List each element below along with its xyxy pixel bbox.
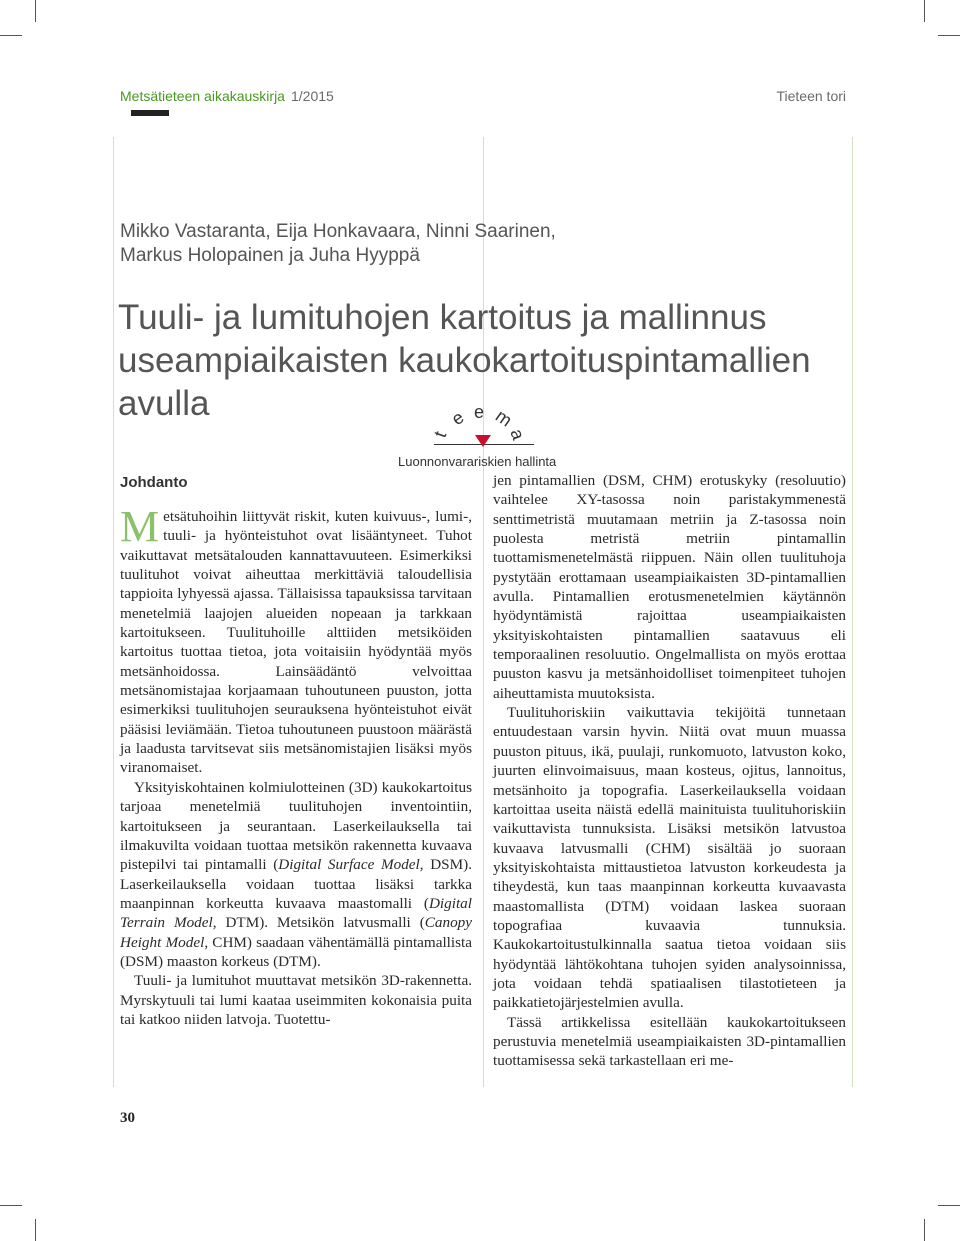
running-header [120, 88, 334, 104]
crop-mark [924, 0, 925, 22]
paragraph [120, 778, 472, 971]
paragraph [120, 502, 472, 778]
journal-name: Metsätieteen aikakauskirja [120, 88, 285, 104]
crop-mark [0, 35, 22, 36]
crop-mark [924, 1219, 925, 1241]
paragraph: Tuulituhoriskiin vaikuttavia tekijöitä tunnetaan entuudestaan varsin hyvin. Niitä ovat muun muassa puuston pituus, ikä, puulaji, runkomuoto, latvuston koko, juurten elinvoimaisuus, maan kosteus, ojitus, lannoitus, metsänhoito ja topografia. Laserkeilauksella voidaan kartoittaa useita näistä edellä mainituista tuulituhoriskiin vaikuttavista tunnuksista. Lisäksi metsikön latvustoa kuvaava latvusmalli (CHM) sisältää jo suoraan yksityiskohtaista mittaustietoa latvuston korkeudesta ja tiheydestä, kun taas maanpinnan korkeutta kuvaavasta maastomallista (DTM) voidaan laskea suoraan topografiaa kuvaavia tunnuksia. Kaukokartoitustulkinnalla saatua tietoa voidaan siis hyödyntää lähtökohtana tuhojen syiden analysoinnissa, jota voidaan tehdä spatiaalisen tilastotieteen ja paikkatietojärjestelmien avulla. [493, 704, 846, 1012]
crop-mark [0, 1205, 22, 1206]
authors [120, 220, 820, 268]
drop-cap: M [120, 502, 160, 551]
body-column-left [120, 502, 472, 1029]
column-rule-left [113, 137, 114, 1087]
paragraph-text: , DSM). Laserkeilauksella voidaan tuottaa lisäksi tarkka maanpinnan korkeutta kuvaava maastomalli ( [120, 856, 472, 912]
paragraph: jen pintamallien (DSM, CHM) erotuskyky (resoluutio) vaihtelee XY-tasossa noin paristakymmenestä senttimetristä muutamaan metriin ja Z-tasossa noin puolesta metristä metriin pintamallin tuottamismenetelmästä riippuen. Näin ollen tuulituhoja pystytään erottamaan useampiaikaisten 3D-pintamallien avulla. Pintamallien erotusmenetelmien käytännön hyödyntämistä rajoittaa useampiaikaisten yksityiskohtaisten pintamallien saatavuus eli temporaalinen resoluutio. Ongelmallista on myös erottaa puuston kasvu ja metsänhoidolliset toimenpiteet tuhojen aiheuttamista muutoksista. [493, 472, 846, 702]
teema-letter: m [491, 405, 516, 431]
term-italic: Canopy Height Model [120, 914, 472, 951]
paragraph-text: , CHM) saadaan vähentämällä pintamallista (DSM) maaston korkeus (DTM). [120, 933, 472, 970]
theme-label: Luonnonvarariskien hallinta [398, 454, 557, 469]
paragraph-text: Yksityiskohtainen kolmiulotteinen (3D) kaukokartoitus tarjoaa menetelmiä tuulituhojen inventointiin, kartoitukseen ja seurantaan. Laserkeilauksella tai ilmakuvilta voidaan tuottaa metsikön rakennetta kuvaava pistepilvi tai pintamalli ( [120, 778, 472, 874]
crop-mark [35, 1219, 36, 1241]
teema-letter: t [429, 428, 451, 441]
crop-mark [938, 1205, 960, 1206]
teema-badge [420, 400, 540, 452]
authors-line: Mikko Vastaranta, Eija Honkavaara, Ninni Saarinen, [120, 221, 556, 242]
paragraph: Tuuli- ja lumituhot muuttavat metsikön 3D-rakennetta. Myrskytuuli tai lumi kaataa useimmiten kokonaisia puita tai katkoo niiden latvoja. Tuotettu- [120, 972, 472, 1028]
teema-letter: a [506, 426, 529, 443]
title-line: Tuuli- ja lumituhojen kartoitus ja mallinnus [118, 298, 767, 337]
paragraph: Tässä artikkelissa esitellään kaukokartoitukseen perustuvia menetelmiä useampiaikaisten 3D-pintamallien tuottamisessa sekä tarkastellaan eri me- [493, 1013, 846, 1070]
term-italic: Digital Surface Model [278, 856, 420, 874]
column-rule-middle [483, 137, 484, 1087]
title-line: useampiaikaisten kaukokartoituspintamallien [118, 341, 811, 380]
column-rule-right [852, 137, 853, 1087]
journal-issue: 1/2015 [290, 88, 334, 104]
teema-marker-triangle [475, 435, 491, 447]
title-line: avulla [118, 384, 210, 423]
teema-letter: e [447, 407, 468, 430]
paragraph-text: , DTM). Metsikön latvusmalli ( [212, 914, 425, 932]
section-name: Tieteen tori [776, 88, 846, 104]
page-number: 30 [120, 1110, 135, 1126]
body-column-right [493, 471, 846, 1071]
crop-mark [938, 35, 960, 36]
header-bar [131, 110, 169, 116]
teema-letter: e [474, 402, 485, 422]
paragraph-text: etsätuhoihin liittyvät riskit, kuten kuivuus-, lumi-, tuuli- ja hyönteistuhot ovat lisääntyneet. Tuhot vaikuttavat metsätalouden kannattavuuteen. Esimerkiksi tuulituhot voivat aiheuttaa merkittäviä taloudellisia tappioita lyhyessä ajassa. Tällaisissa tapauksissa tarvitaan menetelmiä laajojen alueiden nopeaan ja tarkkaan kartoitukseen. Tuulituhoille alttiiden metsiköiden kartoitus tuottaa tietoa, jota voitaisiin hyödyntää myös metsänhoidossa. Lainsäädäntö velvoittaa metsänomistajaa korjaamaan tuhoutuneen puuston, jotta esimerkiksi tuulituhojen seurauksena hyönteistuhot eivät pääsisi leviämään. Tietoa tuhoutuneen puustoon määrästä ja laadusta tarvitsevat siis metsänomistajien lisäksi myös viranomaiset. [120, 508, 472, 777]
authors-line: Markus Holopainen ja Juha Hyyppä [120, 245, 420, 266]
section-heading: Johdanto [120, 474, 188, 491]
crop-mark [35, 0, 36, 22]
term-italic: Digital Terrain Model [120, 894, 472, 932]
